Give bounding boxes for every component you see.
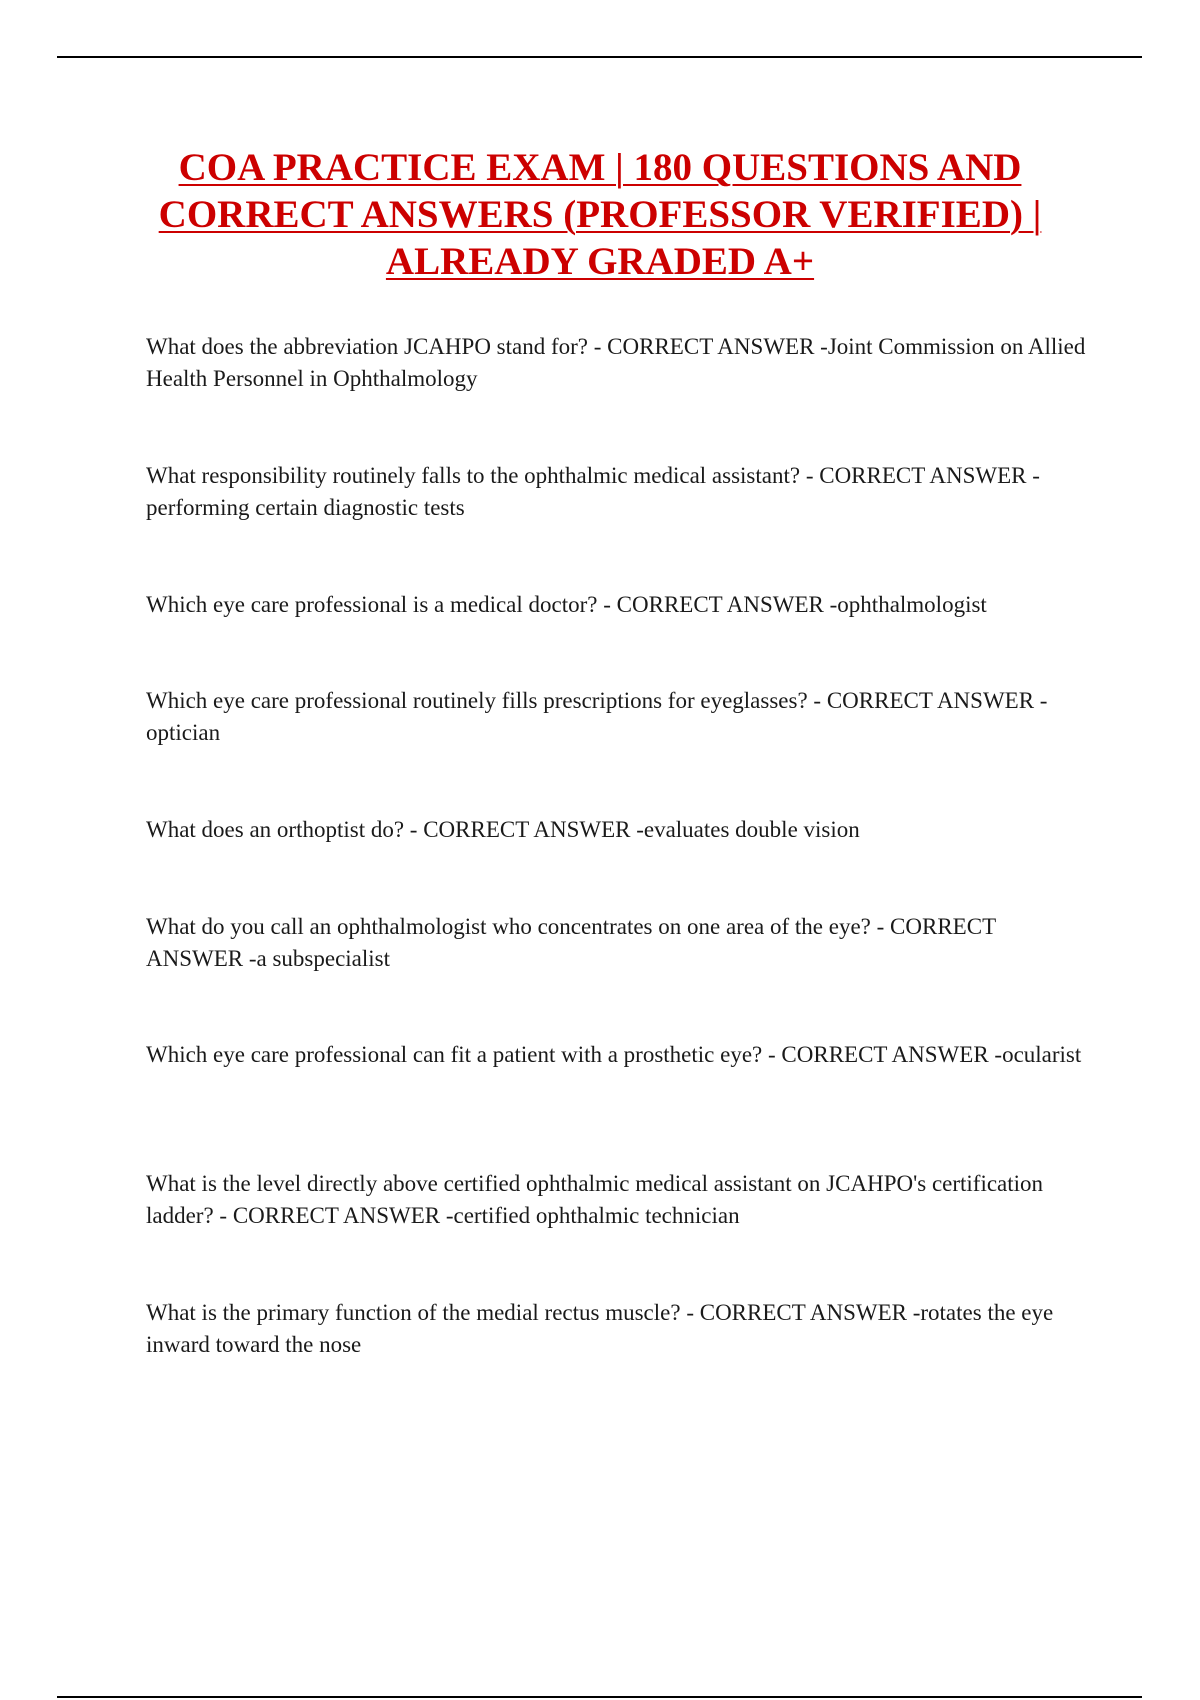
document-title xyxy=(140,144,1060,285)
qa-item-7: Which eye care professional can fit a patient with a prosthetic eye? - CORRECT ANSWER -ocularist xyxy=(146,1042,1082,1067)
qa-item-2: What responsibility routinely falls to the ophthalmic medical assistant? - CORRECT ANSWER -performing certain diagnostic tests xyxy=(146,463,1040,520)
qa-item-3: Which eye care professional is a medical doctor? - CORRECT ANSWER -ophthalmologist xyxy=(146,592,987,617)
qa-item-6: What do you call an ophthalmologist who concentrates on one area of the eye? - CORRECT ANSWER -a subspecialist xyxy=(146,914,996,971)
qa-item-8: What is the level directly above certified ophthalmic medical assistant on JCAHPO's certification ladder? - CORRECT ANSWER -certified ophthalmic technician xyxy=(146,1171,1044,1228)
bottom-rule xyxy=(57,1696,1142,1698)
document-title-text: COA PRACTICE EXAM | 180 QUESTIONS AND CORRECT ANSWERS (PROFESSOR VERIFIED) | ALREADY GRADED A+ xyxy=(158,146,1042,283)
qa-item-9: What is the primary function of the medial rectus muscle? - CORRECT ANSWER -rotates the eye inward toward the nose xyxy=(146,1300,1054,1357)
top-rule xyxy=(57,56,1142,58)
qa-item-5: What does an orthoptist do? - CORRECT ANSWER -evaluates double vision xyxy=(146,817,860,842)
qa-item-4: Which eye care professional routinely fills prescriptions for eyeglasses? - CORRECT ANSWER -optician xyxy=(146,688,1048,745)
qa-item-1: What does the abbreviation JCAHPO stand for? - CORRECT ANSWER -Joint Commission on Allied Health Personnel in Ophthalmology xyxy=(146,334,1086,391)
